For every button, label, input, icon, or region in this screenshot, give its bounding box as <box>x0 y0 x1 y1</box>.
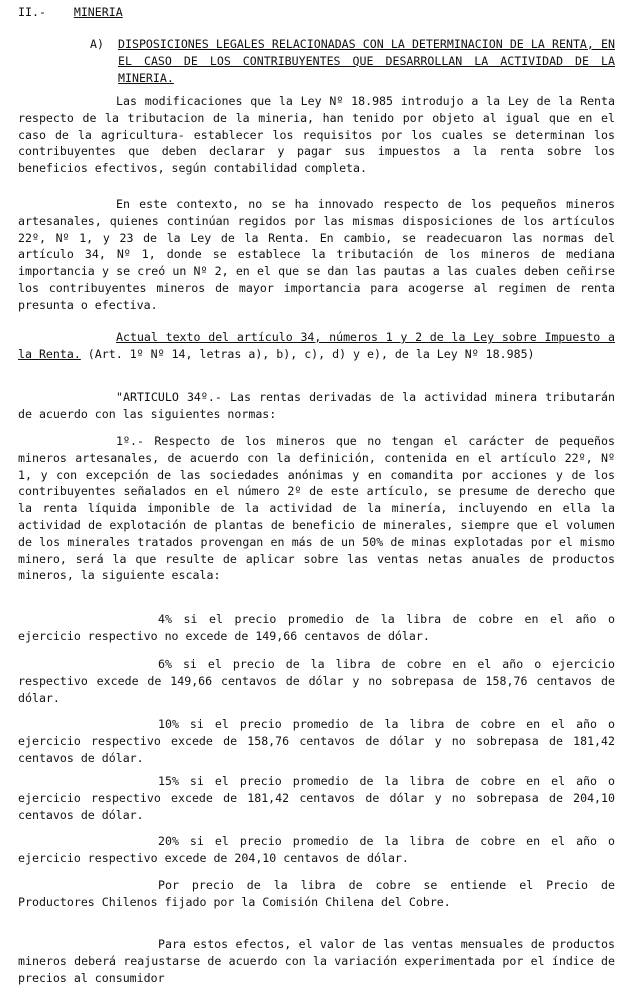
scale-4-percent: 4% si el precio promedio de la libra de cobre en el año o ejercicio respectivo no excede de 149,66 centavos de dólar. <box>18 612 615 643</box>
paragraph-2: En este contexto, no se ha innovado respecto de los pequeños mineros artesanales, quienes continúan regidos por las mismas disposiciones de los artículos 22º, Nº 1, y 23 de la Ley de la Renta. En cambio, se readecuaron las normas del artículo 34, Nº 1, donde se establece la tributación de los mineros de mediana importancia y se creó un Nº 2, en el que se dan las pautas a las cuales deben ceñirse los contribuyentes mineros de mayor importancia para acogerse al regimen de renta presunta o efectiva. <box>18 197 615 312</box>
subsection-title: DISPOSICIONES LEGALES RELACIONADAS CON LA DETERMINACION DE LA RENTA, EN EL CASO DE LOS CONTRIBUYENTES QUE DESARROLLAN LA ACTIVIDAD DE LA MINERIA. <box>118 37 615 85</box>
subsection-letter: A) <box>90 37 104 51</box>
paragraph-1: Las modificaciones que la Ley Nº 18.985 introdujo a la Ley de la Renta respecto de la tributacion de la mineria, han tenido por objeto al igual que en el caso de la agricultura- establecer los requisitos por los cuales se determinan los contribuyentes que deben declarar y pagar sus impuestos a la renta sobre los beneficios efectivos, según contabilidad completa. <box>18 94 615 176</box>
article-34-intro: "ARTICULO 34º.- Las rentas derivadas de la actividad minera tributarán de acuerdo con las siguientes normas: <box>18 390 615 421</box>
section-heading <box>18 4 615 21</box>
article-reference-source: (Art. 1º Nº 14, letras a), b), c), d) y e), de la Ley Nº 18.985) <box>80 346 535 361</box>
section-number: II.- <box>18 5 46 19</box>
copper-price-definition: Por precio de la libra de cobre se entiende el Precio de Productores Chilenos fijado por la Comisión Chilena del Cobre. <box>18 878 615 909</box>
scale-15-percent: 15% si el precio promedio de la libra de cobre en el año o ejercicio respectivo excede de 181,42 centavos de dólar y no sobrepasa de 204,10 centavos de dólar. <box>18 774 615 822</box>
scale-6-percent: 6% si el precio de la libra de cobre en el año o ejercicio respectivo excede de 149,66 centavos de dólar y no sobrepasa de 158,76 centavos de dólar. <box>18 657 615 705</box>
scale-10-percent: 10% si el precio promedio de la libra de cobre en el año o ejercicio respectivo excede de 158,76 centavos de dólar y no sobrepasa de 181,42 centavos de dólar. <box>18 717 615 765</box>
article-34-number-1: 1º.- Respecto de los mineros que no tengan el carácter de pequeños mineros artesanales, de acuerdo con la definición, contenida en el artículo 22º, Nº 1, y con excepción de las sociedades anónimas y en comandita por acciones y de los contribuyentes señalados en el número 2º de este artículo, se presume de derecho que la renta líquida imponible de la actividad de la minería, incluyendo en ella la actividad de explotación de plantas de beneficio de minerales, siempre que el volumen de los minerales tratados provengan en más de un 50% de minas explotadas por el mismo minero, será la que resulte de aplicar sobre las ventas netas anuales de productos mineros, la siguiente escala: <box>18 434 615 583</box>
section-title: MINERIA <box>73 5 123 19</box>
article-reference-title: Actual texto del artículo 34, números 1 y 2 de la Ley sobre Impuesto a la Renta. <box>18 330 615 361</box>
sales-readjustment-paragraph: Para estos efectos, el valor de las ventas mensuales de productos mineros deberá reajustarse de acuerdo con la variación experimentada por el índice de precios al consumidor <box>18 937 615 985</box>
paragraph-3 <box>18 329 615 363</box>
scale-20-percent: 20% si el precio promedio de la libra de cobre en el año o ejercicio respectivo excede de 204,10 centavos de dólar. <box>18 834 615 865</box>
